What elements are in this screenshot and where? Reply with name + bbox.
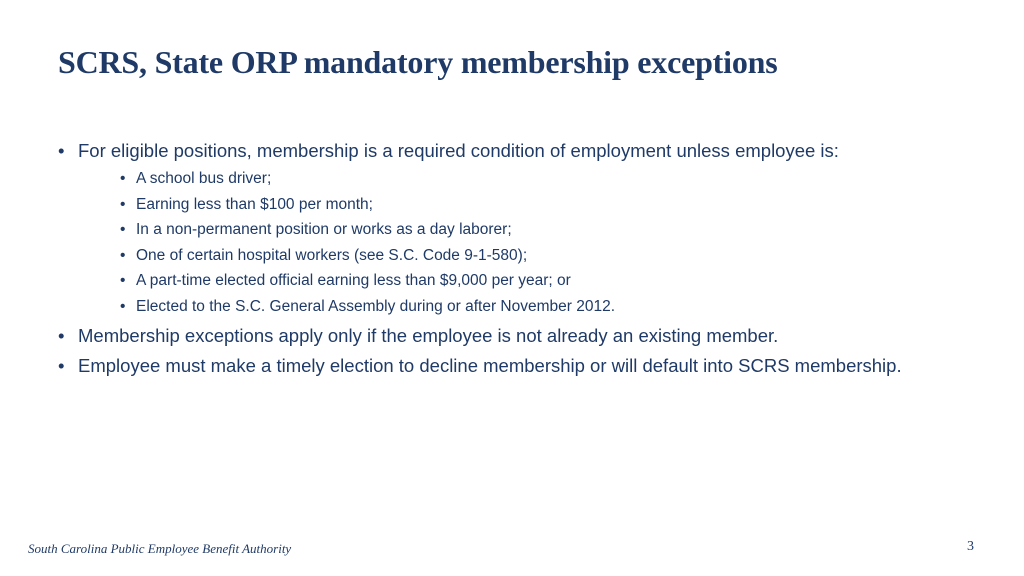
sub-bullet-text: A part-time elected official earning less than $9,000 per year; or [136,272,571,289]
sub-bullet-text: Earning less than $100 per month; [136,195,373,213]
sub-bullet-text: A school bus driver; [136,170,272,187]
sub-bullet-text: In a non-permanent position or works as a day laborer; [136,221,512,238]
sub-bullet-item [120,268,998,294]
bullet-icon: • [58,355,65,376]
sub-bullet-item [120,294,998,320]
bullet-icon: • [120,221,126,238]
bullet-icon: • [120,170,126,187]
sub-bullet-text: One of certain hospital workers (see S.C. Code 9-1-580); [136,246,528,264]
bullet-item-existing-member [58,321,998,351]
sub-bullet-item [120,243,998,269]
footer-organization: South Carolina Public Employee Benefit Authority [28,541,292,556]
sub-bullet-item [120,166,998,192]
bullet-item-eligible-positions [58,136,998,321]
bullet-icon: • [120,272,126,289]
bullet-item-timely-election [58,351,998,381]
bullet-text: For eligible positions, membership is a required condition of employment unless employee is: [78,140,839,161]
page-number: 3 [967,539,974,554]
sub-bullet-list [78,166,998,321]
bullet-text: Employee must make a timely election to decline membership or will default into SCRS membership. [78,355,902,376]
bullet-list [58,136,998,381]
slide-title: SCRS, State ORP mandatory membership exceptions [58,44,778,80]
bullet-icon: • [120,246,126,264]
bullet-icon: • [120,195,126,213]
bullet-icon: • [58,325,65,346]
sub-bullet-item [120,192,998,218]
bullet-text: Membership exceptions apply only if the employee is not already an existing member. [78,325,779,346]
sub-bullet-item [120,217,998,243]
bullet-icon: • [120,297,126,315]
bullet-icon: • [58,140,65,161]
sub-bullet-text: Elected to the S.C. General Assembly during or after November 2012. [136,297,616,315]
